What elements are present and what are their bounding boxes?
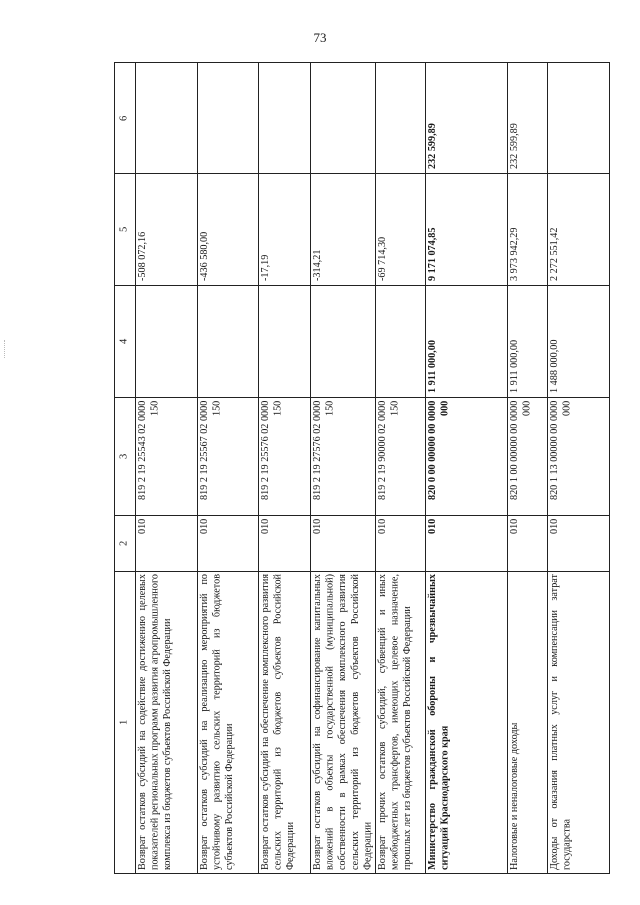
row-col4	[310, 285, 375, 397]
row-code: 819 2 19 27576 02 0000 150	[312, 401, 336, 501]
row-col2: 010	[509, 519, 520, 535]
header-cell-5: 5	[118, 226, 130, 232]
row-name: Министерство гражданской обороны и чрезвычайных ситуаций Краснодарского края	[427, 574, 451, 870]
row-col6	[197, 63, 258, 173]
row-code: 819 2 19 90000 02 0000 150	[377, 401, 401, 501]
row-col5: 2 272 551,42	[549, 227, 560, 281]
row-col4: 1 488 000,00	[549, 339, 560, 393]
row-col5: -314,21	[312, 249, 323, 281]
row-col4: 1 911 000,00	[427, 340, 438, 393]
row-col4	[258, 285, 310, 397]
row-col4	[197, 285, 258, 397]
row-code: 820 1 00 00000 00 0000 000	[509, 401, 533, 501]
row-name: Возврат остатков субсидий на обеспечение комплексного развития сельских территорий из бюджетов субъектов Российской Федерации	[260, 574, 297, 870]
row-name: Возврат прочих остатков субсидий, субвенций и иных межбюджетных трансфертов, имеющих целевое назначение, прошлых лет из бюджетов субъектов Российской Федерации	[377, 574, 414, 870]
row-col5: -69 714,30	[377, 236, 388, 281]
header-cell-4: 4	[118, 338, 130, 344]
revenue-table	[114, 62, 610, 874]
row-code: 819 2 19 25576 02 0000 150	[260, 401, 284, 501]
row-col4	[375, 285, 425, 397]
row-name: Налоговые и неналоговые доходы	[509, 722, 520, 870]
row-code: 820 0 00 00000 00 0000 000	[427, 401, 451, 501]
header-cell-2: 2	[118, 540, 130, 546]
row-col2: 010	[199, 519, 210, 535]
row-code: 819 2 19 25543 02 0000 150	[137, 401, 161, 501]
row-col2: 010	[427, 519, 438, 535]
row-name: Возврат остатков субсидий на софинансирование капитальных вложений в объекты государственной (муниципальной) собственности в рамках обеспечения комплексного развития сельских территорий из бюджетов субъектов Российской Федерации	[312, 574, 374, 870]
row-col2: 010	[549, 519, 560, 535]
row-code: 819 2 19 25567 02 0000 150	[199, 401, 223, 501]
row-col6: 232 599,89	[427, 123, 438, 169]
row-name: Доходы от оказания платных услуг и компенсации затрат государства	[549, 574, 573, 870]
header-cell-3: 3	[118, 453, 130, 459]
row-col5: -508 072,16	[137, 231, 148, 281]
row-col6	[135, 63, 197, 173]
row-col5: 3 973 942,29	[509, 227, 520, 281]
row-col4	[135, 285, 197, 397]
row-col4: 1 911 000,00	[509, 339, 520, 393]
row-col2: 010	[312, 519, 323, 535]
row-col2: 010	[377, 519, 388, 535]
row-col5: -436 580,00	[199, 231, 210, 281]
header-cell-6: 6	[118, 115, 130, 121]
row-col2: 010	[137, 519, 148, 535]
row-name: Возврат остатков субсидий на реализацию мероприятий по устойчивому развитию сельских территорий из бюджетов субъектов Российской Федерации	[199, 574, 236, 870]
row-col5: 9 171 074,85	[427, 227, 438, 281]
row-col6	[310, 63, 375, 173]
row-code: 820 1 13 00000 00 0000 000	[549, 401, 573, 501]
row-col6: 232 599,89	[509, 123, 520, 169]
scan-artifact	[4, 340, 6, 358]
header-cell-1: 1	[118, 719, 130, 725]
row-col6	[258, 63, 310, 173]
row-col6	[547, 63, 609, 173]
row-col2: 010	[260, 519, 271, 535]
row-col6	[375, 63, 425, 173]
row-col5: -17,19	[260, 254, 271, 281]
row-name: Возврат остатков субсидий на содействие достижению целевых показателей региональных программ развития агропромышленного комплекса из бюджетов субъектов Российской Федерации	[137, 574, 174, 870]
page-number: 73	[313, 30, 327, 45]
